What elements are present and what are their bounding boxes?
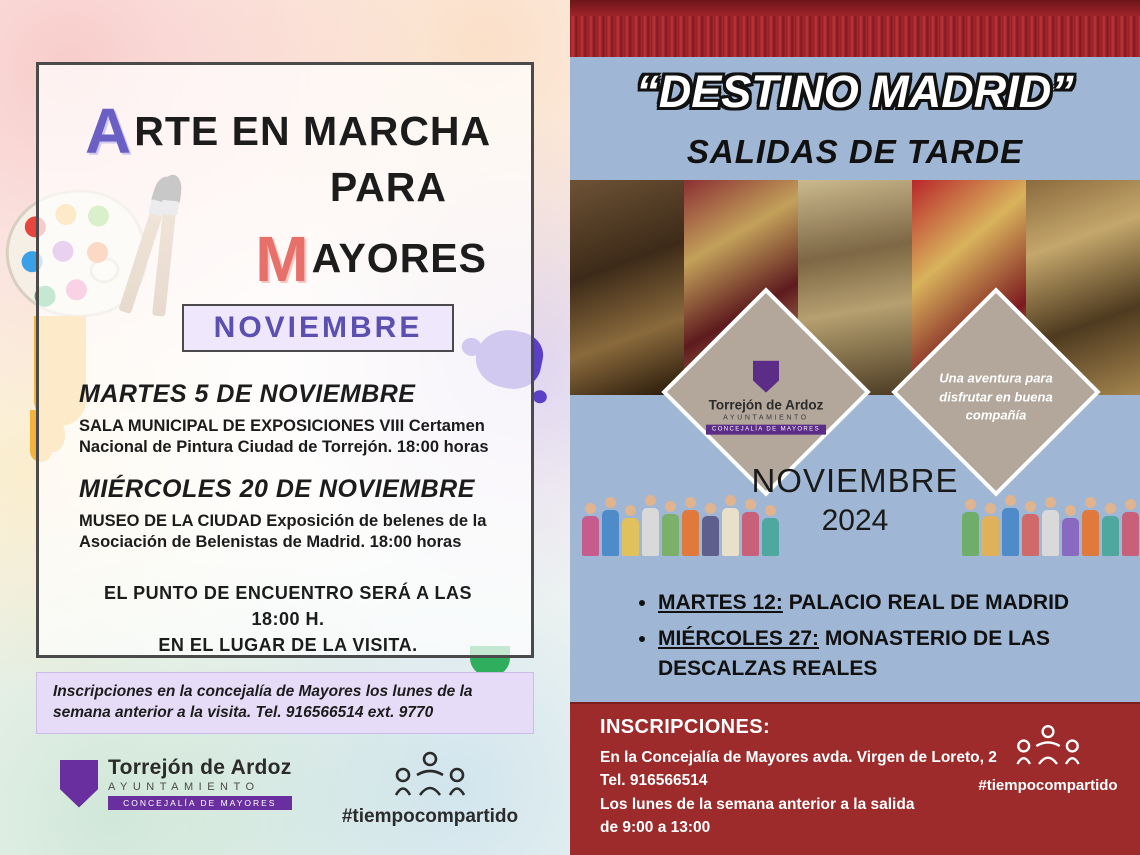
event-list xyxy=(39,352,531,658)
badge-slogan: Una aventura para disfrutar en buena compañía xyxy=(939,370,1053,424)
right-month: NOVIEMBRE xyxy=(751,462,959,499)
left-footer xyxy=(0,751,570,837)
people-circle-icon xyxy=(390,751,470,799)
left-hashtag: #tiempocompartido xyxy=(341,806,519,827)
footer-line-4: de 9:00 a 13:00 xyxy=(600,818,711,836)
badge-logo-subtitle: AYUNTAMIENTO xyxy=(723,414,809,422)
title-line-2: PARA xyxy=(329,164,447,210)
event-heading-1: MARTES 5 DE NOVIEMBRE xyxy=(79,380,416,408)
footer-title: INSCRIPCIONES: xyxy=(600,716,771,738)
right-tiempocompartido-logo xyxy=(978,724,1118,794)
shield-icon xyxy=(753,361,779,393)
tiempocompartido-logo xyxy=(340,751,520,828)
right-title: “DESTINO MADRID” xyxy=(636,66,1074,117)
trip-item-2 xyxy=(658,624,1118,684)
footer-line-2: Tel. 916566514 xyxy=(600,772,708,790)
right-year: 2024 xyxy=(821,504,889,537)
event-body-2: MUSEO DE LA CIUDAD Exposición de belenes de la Asociación de Belenistas de Madrid. 18:00 horas xyxy=(79,511,487,552)
trip-place-2: MONASTERIO DE LAS DESCALZAS REALES xyxy=(658,626,1051,680)
people-circle-icon xyxy=(1012,724,1084,768)
right-month-year xyxy=(570,462,1140,538)
torrejon-logo-subtitle: AYUNTAMIENTO xyxy=(108,781,260,794)
trip-date-2: MIÉRCOLES 27: xyxy=(658,626,820,650)
month-badge xyxy=(182,304,454,352)
title-capital-a: A xyxy=(85,95,133,167)
badge-logo-department: CONCEJALÍA DE MAYORES xyxy=(706,425,826,435)
footer-line-3: Los lunes de la semana anterior a la salida xyxy=(600,795,915,813)
footer-body xyxy=(600,746,997,839)
title-line-1 xyxy=(79,91,501,167)
trip-place-1: PALACIO REAL DE MADRID xyxy=(788,591,1070,614)
right-hashtag: #tiempocompartido xyxy=(978,777,1118,794)
left-content-frame xyxy=(36,62,534,658)
footer-line-1: En la Concejalía de Mayores avda. Virgen de Loreto, 2 xyxy=(600,749,997,766)
trip-list xyxy=(618,588,1118,689)
photo-1 xyxy=(570,180,684,395)
meeting-point-line-1: EL PUNTO DE ENCUENTRO SERÁ A LAS 18:00 H. xyxy=(103,582,473,629)
title-capital-m: M xyxy=(255,223,310,295)
month-badge-label: NOVIEMBRE xyxy=(213,311,423,344)
torrejon-logo-name: Torrejón de Ardoz xyxy=(108,756,292,779)
badge-logo-name: Torrejón de Ardoz xyxy=(708,397,824,413)
title-line-1-rest: RTE EN MARCHA xyxy=(134,108,492,154)
torrejon-logo xyxy=(60,757,292,810)
trip-date-1: MARTES 12: xyxy=(658,591,783,614)
red-curtain-decoration xyxy=(570,0,1140,62)
meeting-point-line-2: EN EL LUGAR DE LA VISITA. xyxy=(158,634,418,655)
meeting-point xyxy=(79,580,497,658)
left-title-block xyxy=(39,65,531,352)
footer-separator xyxy=(570,702,1140,704)
right-poster xyxy=(570,0,1140,855)
torrejon-logo-department: CONCEJALÍA DE MAYORES xyxy=(108,796,292,810)
trip-item-1 xyxy=(658,588,1118,618)
left-inscriptions-box xyxy=(36,672,534,734)
right-subtitle: SALIDAS DE TARDE xyxy=(686,133,1024,170)
right-footer xyxy=(570,702,1140,855)
shield-icon xyxy=(60,760,98,808)
event-heading-2: MIÉRCOLES 20 DE NOVIEMBRE xyxy=(79,474,475,503)
title-line-3-rest: AYORES xyxy=(311,235,487,281)
left-inscriptions-text: Inscripciones en la concejalía de Mayores los lunes de la semana anterior a la visita. Tel. 916566514 ext. 9770 xyxy=(53,683,473,721)
event-body-1: SALA MUNICIPAL DE EXPOSICIONES VIII Certamen Nacional de Pintura Ciudad de Torrejón. 18:00 horas xyxy=(79,417,489,457)
title-line-3 xyxy=(79,218,501,295)
